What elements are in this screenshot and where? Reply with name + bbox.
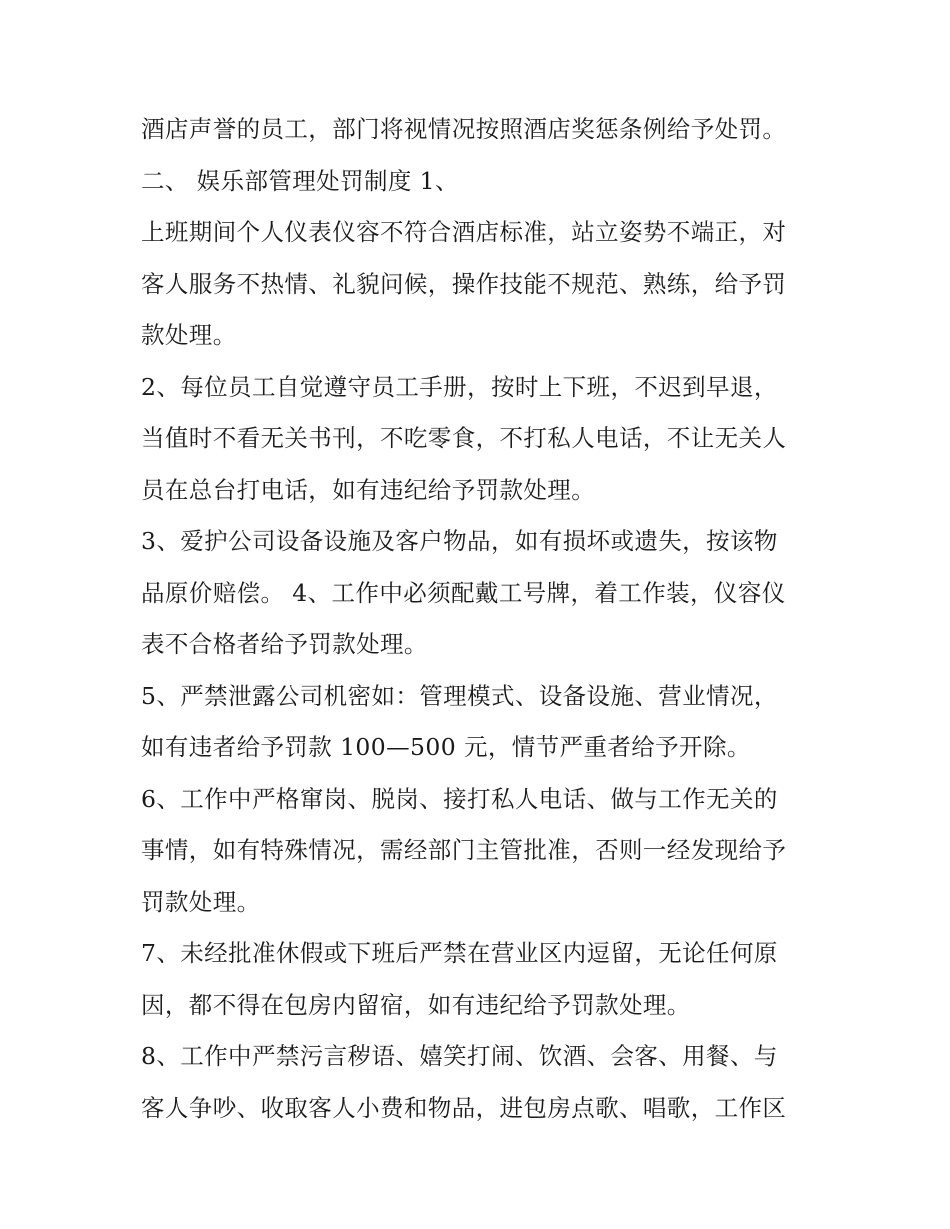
text-line: 3、爱护公司设备设施及客户物品，如有损坏或遗失，按该物 (141, 527, 778, 555)
text-line: 6、工作中严格窜岗、脱岗、接打私人电话、做与工作无关的 (141, 784, 778, 813)
text-line: 客人争吵、收取客人小费和物品，进包房点歌、唱歌，工作区 (141, 1093, 787, 1122)
text-line: 如有违者给予罚款 100—500 元，情节严重者给予开除。 (141, 733, 751, 761)
text-line: 8、工作中严禁污言秽语、嬉笑打闹、饮酒、会客、用餐、与 (141, 1042, 778, 1070)
text-line: 品原价赔偿。 4、工作中必须配戴工号牌，着工作装，仪容仪 (141, 578, 786, 607)
text-line: 客人服务不热情、礼貌问候，操作技能不规范、熟练，给予罚 (141, 269, 787, 298)
section-heading: 二、 娱乐部管理处罚制度 1、 (141, 166, 459, 195)
document-body (141, 104, 821, 1134)
text-line: 上班期间个人仪表仪容不符合酒店标准，站立姿势不端正，对 (141, 218, 787, 246)
text-line: 员在总台打电话，如有违纪给予罚款处理。 (141, 475, 596, 504)
text-line: 款处理。 (141, 321, 237, 349)
text-line: 罚款处理。 (141, 887, 261, 916)
text-line: 7、未经批准休假或下班后严禁在营业区内逗留，无论任何原 (141, 939, 778, 967)
text-line: 酒店声誉的员工，部门将视情况按照酒店奖惩条例给予处罚。 (141, 115, 787, 143)
text-line: 2、每位员工自觉遵守员工手册，按时上下班，不迟到早退， (141, 372, 778, 401)
text-line: 表不合格者给予罚款处理。 (141, 630, 428, 658)
text-line: 事情，如有特殊情况，需经部门主管批准，否则一经发现给予 (141, 836, 787, 864)
text-line: 当值时不看无关书刊，不吃零食，不打私人电话，不让无关人 (141, 424, 787, 452)
text-line: 因，都不得在包房内留宿，如有违纪给予罚款处理。 (141, 990, 691, 1019)
text-line: 5、严禁泄露公司机密如：管理模式、设备设施、营业情况， (141, 681, 778, 710)
